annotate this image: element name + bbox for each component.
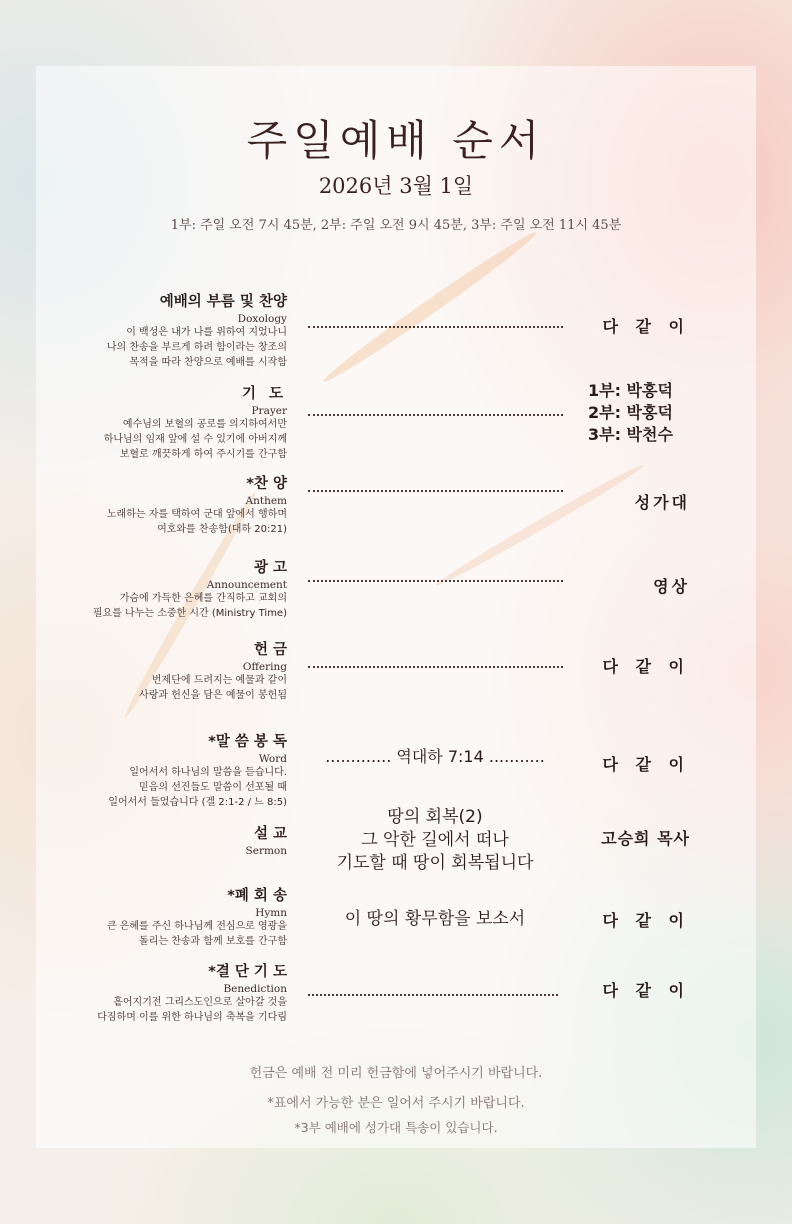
item-english: Hymn: [255, 907, 287, 919]
prayer-leader-1: 1부: 박홍덕: [588, 381, 673, 400]
item-desc-line: 노래하는 자를 택하여 군대 앞에서 행하며: [106, 509, 287, 520]
order-item-hymn: [107, 884, 287, 949]
responsible: 다 같 이: [602, 981, 690, 1000]
item-title: *찬 양: [246, 476, 287, 492]
responsible: 다 같 이: [602, 755, 690, 774]
item-english: Benediction: [223, 983, 287, 995]
item-desc-line: 여호와를 찬송함(대하 20:21): [157, 524, 287, 535]
order-item-benediction: [97, 960, 287, 1025]
dot-leader: [308, 414, 563, 416]
order-item-sermon: [246, 822, 287, 857]
item-desc-line: 예수님의 보혈의 공로를 의지하여서만: [122, 419, 287, 430]
item-english: Announcement: [206, 579, 287, 591]
footer-note: *3부 예배에 성가대 특송이 있습니다.: [294, 1120, 498, 1135]
item-desc-line: 사랑과 헌신을 담은 예물이 봉헌됨: [139, 690, 287, 701]
responsible: 영상: [653, 577, 690, 596]
sermon-title: [300, 806, 570, 875]
item-desc-line: 일어서서 하나님의 말씀을 듣습니다.: [129, 767, 287, 778]
item-title: *폐 회 송: [227, 888, 287, 904]
prayer-leader-2: 2부: 박홍덕: [588, 403, 673, 422]
dot-leader: [308, 666, 563, 668]
item-desc-line: 큰 은혜를 주신 하나님께 전심으로 영광을: [106, 921, 287, 932]
scripture-reference: ............. 역대하 7:14 ...........: [325, 747, 545, 766]
item-desc-line: 다짐하며 이를 위한 하나님의 축복을 기다림: [97, 1012, 287, 1023]
order-item-anthem: [107, 472, 287, 537]
item-desc-line: 번제단에 드려지는 예물과 같이: [151, 675, 287, 686]
item-title: 광 고: [253, 560, 287, 576]
item-english: Offering: [242, 661, 287, 673]
footer-note: 헌금은 예배 전 미리 헌금함에 넣어주시기 바랍니다.: [249, 1066, 543, 1081]
footer-note: *표에서 가능한 분은 일어서 주시기 바랍니다.: [267, 1096, 525, 1111]
item-desc-line: 나의 찬송을 부르게 하려 함이라는 창조의: [106, 342, 287, 353]
responsible: 성가대: [634, 493, 690, 512]
item-title: 기 도: [241, 386, 287, 402]
item-title: 설 교: [253, 826, 287, 842]
item-desc-line: 일어서서 들었습니다 (겔 2:1-2 / 느 8:5): [108, 797, 287, 808]
dot-leader: [308, 326, 563, 328]
order-item-prayer: [104, 382, 287, 462]
item-desc-line: 흩어지기전 그리스도인으로 살아갈 것을: [113, 997, 287, 1008]
item-title: 예배의 부름 및 찬양: [159, 294, 287, 310]
item-english: Prayer: [251, 405, 287, 417]
dot-leader: [308, 580, 563, 582]
item-desc-line: 목적을 따라 찬양으로 예배를 시작함: [129, 357, 287, 368]
prayer-leaders: [588, 380, 698, 446]
sermon-line: 그 악한 길에서 떠나: [361, 830, 509, 850]
responsible: 다 같 이: [602, 317, 690, 336]
dot-leader: [308, 490, 563, 492]
item-desc-line: 필요를 나누는 소중한 시간 (Ministry Time): [92, 608, 287, 619]
order-item-word: [108, 730, 287, 810]
responsible: 다 같 이: [602, 657, 690, 676]
page-title: 주일예배 순서: [246, 116, 546, 165]
item-title: *결 단 기 도: [208, 964, 287, 980]
order-item-doxology: [107, 290, 287, 370]
order-item-offering: [139, 638, 287, 703]
prayer-leader-3: 3부: 박천수: [588, 425, 673, 444]
service-times: 1부: 주일 오전 7시 45분, 2부: 주일 오전 9시 45분, 3부: 주일 오전 11시 45분: [170, 218, 622, 233]
item-desc-line: 하나님의 임재 앞에 설 수 있기에 아버지께: [103, 434, 287, 445]
preacher: 고승희 목사: [601, 829, 690, 848]
item-english: Sermon: [245, 845, 287, 857]
item-title: *말 씀 봉 독: [208, 734, 287, 750]
order-item-announcement: [93, 556, 287, 621]
sermon-line: 땅의 회복(2): [387, 807, 483, 827]
sermon-line: 기도할 때 땅이 회복됩니다: [336, 853, 534, 873]
item-desc-line: 가슴에 가득한 은혜를 간직하고 교회의: [119, 593, 287, 604]
responsible: 다 같 이: [602, 911, 690, 930]
dot-leader: [308, 994, 558, 996]
hymn-title: 이 땅의 황무함을 보소서: [344, 909, 526, 929]
service-date: 2026년 3월 1일: [318, 174, 474, 198]
item-desc-line: 보혈로 깨끗하게 하여 주시기를 간구함: [119, 449, 287, 460]
item-english: Anthem: [245, 495, 287, 507]
item-english: Doxology: [237, 313, 287, 325]
item-title: 헌 금: [253, 642, 287, 658]
item-desc-line: 믿음의 선진들도 말씀이 선포될 때: [139, 782, 287, 793]
item-desc-line: 이 백성은 내가 나를 위하여 지었나니: [126, 327, 287, 338]
item-english: Word: [258, 753, 287, 765]
item-desc-line: 돌리는 찬송과 함께 보호를 간구함: [139, 936, 287, 947]
